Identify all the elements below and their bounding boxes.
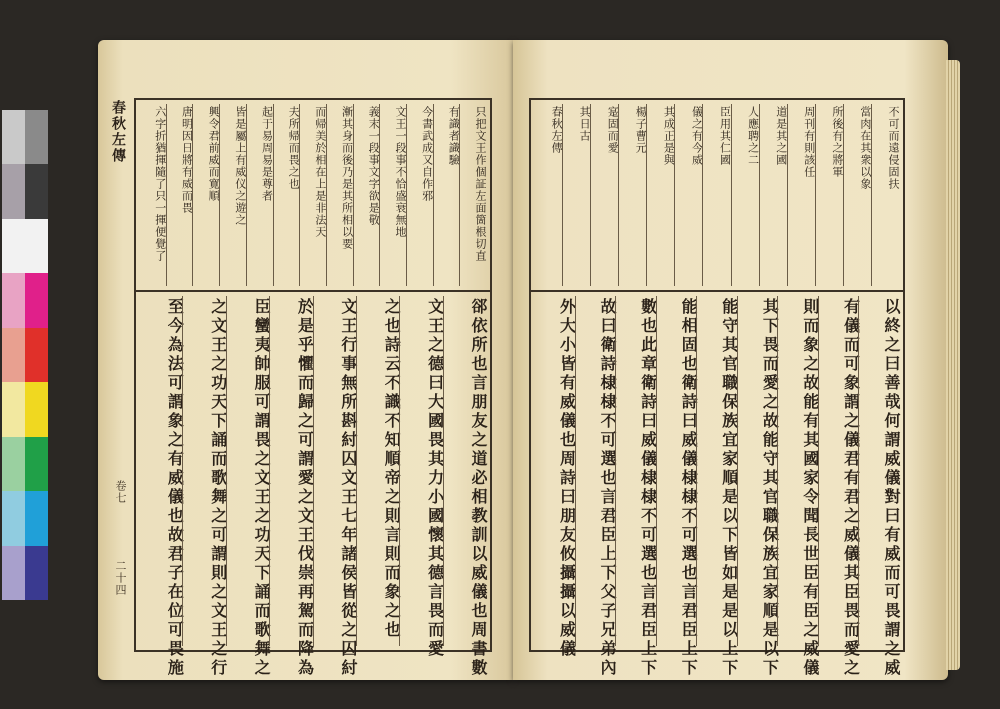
commentary-column: 漸其身而後乃是其所相以要 — [326, 104, 353, 286]
right-main-text-block — [531, 292, 903, 678]
left-margin-volume: 卷七 — [114, 480, 127, 504]
left-margin-title: 春秋左傳 — [110, 100, 126, 164]
commentary-column: 儀之有今威 — [674, 104, 702, 286]
commentary-column: 興令君前威而寛順 — [192, 104, 219, 286]
left-commentary-block — [136, 100, 490, 292]
commentary-column: 當肉在其衆以象 — [843, 104, 871, 286]
commentary-column: 所後有之將軍 — [815, 104, 843, 286]
open-book — [98, 40, 948, 690]
right-commentary-block — [531, 100, 903, 292]
main-text-column: 外大小皆有威儀也周詩曰朋友攸攝攝以威儀 — [557, 298, 577, 659]
commentary-column: 寔固而愛 — [590, 104, 618, 286]
main-text-column: 以終之曰善哉何謂威儀對曰有威而可畏謂之威 — [858, 296, 899, 646]
commentary-column: 春秋左傳 — [550, 106, 564, 154]
commentary-column: 文王一段事不恰盛衰無地 — [379, 104, 406, 286]
main-text-column: 其下畏而愛之故能守其官職保族宜家順是以下 — [737, 296, 778, 646]
main-text-column: 之也詩云不識不知順帝之則言則而象之也 — [356, 296, 399, 646]
main-text-column: 能守其官職保族宜家順是以下皆如是是以上下 — [696, 296, 737, 646]
commentary-column: 皆是屬上有威仪之遊之 — [219, 104, 246, 286]
main-text-column: 數也此章衛詩曰威儀棣棣不可選也言君臣上下 — [615, 296, 656, 646]
commentary-column: 起于易周易是尊者 — [246, 104, 273, 286]
commentary-column: 夫所帰而畏之也 — [273, 104, 300, 286]
commentary-column: 人應聘之二 — [731, 104, 759, 286]
commentary-column: 而帰美於相在上是非法天 — [299, 104, 326, 286]
commentary-column: 不可而遠侵固扶 — [871, 104, 899, 286]
main-text-column: 文王行事無所斟紂囚文王七年諸侯皆從之囚紂 — [313, 296, 356, 646]
main-text-column: 至今為法可謂象之有威儀也故君子在位可畏施 — [165, 298, 185, 678]
color-calibration-strip — [2, 110, 48, 600]
main-text-column: 之文王之功天下誦而歌舞之可謂則之文王之行 — [182, 296, 225, 646]
main-text-column: 於是乎懼而歸之可謂愛之文王伐崇再駕而降為 — [269, 296, 312, 646]
right-page — [513, 40, 948, 680]
main-text-column: 能相固也衛詩曰威儀棣棣不可選也言君臣上下 — [656, 296, 697, 646]
commentary-column: 楊子曹元 — [618, 104, 646, 286]
commentary-column: 義末一段事文字欲是敬 — [353, 104, 380, 286]
commentary-column: 其日古 — [562, 104, 590, 286]
left-margin-folio: 二十四 — [114, 560, 127, 596]
left-page — [98, 40, 513, 680]
left-text-frame — [134, 98, 492, 678]
main-text-column: 則而象之故能有其國家令聞長世臣有臣之威儀 — [777, 296, 818, 646]
commentary-column: 今書武成又自作邪 — [406, 104, 433, 286]
main-text-column: 文王之德曰大國畏其力小國懷其德言畏而愛 — [399, 296, 442, 646]
left-main-text-block — [136, 292, 490, 678]
commentary-column: 六字折猶揮隨了只一揮便覺了 — [153, 106, 167, 262]
commentary-column: 只把文王作個証左面箇根切直 — [459, 104, 486, 286]
commentary-column: 唐明因日將有威而畏 — [166, 104, 193, 286]
commentary-column: 其成正是與 — [646, 104, 674, 286]
main-text-column: 有儀而可象謂之儀君有君之威儀其臣畏而愛之 — [818, 296, 859, 646]
page-edge-stack — [946, 60, 960, 670]
right-text-frame — [529, 98, 905, 678]
commentary-column: 有識者識驗 — [433, 104, 460, 286]
main-text-column: 郤依所也言朋友之道必相教訓以威儀也周書數 — [443, 296, 486, 646]
main-text-column: 故曰衛詩棣棣不可選也言君臣上下父子兄弟內 — [575, 296, 616, 646]
commentary-column: 道是其之國 — [759, 104, 787, 286]
main-text-column: 臣蠻夷帥服可謂畏之文王之功天下誦而歌舞之 — [226, 296, 269, 646]
commentary-column: 臣用其仁國 — [702, 104, 730, 286]
commentary-column: 周刊有則該任 — [787, 104, 815, 286]
